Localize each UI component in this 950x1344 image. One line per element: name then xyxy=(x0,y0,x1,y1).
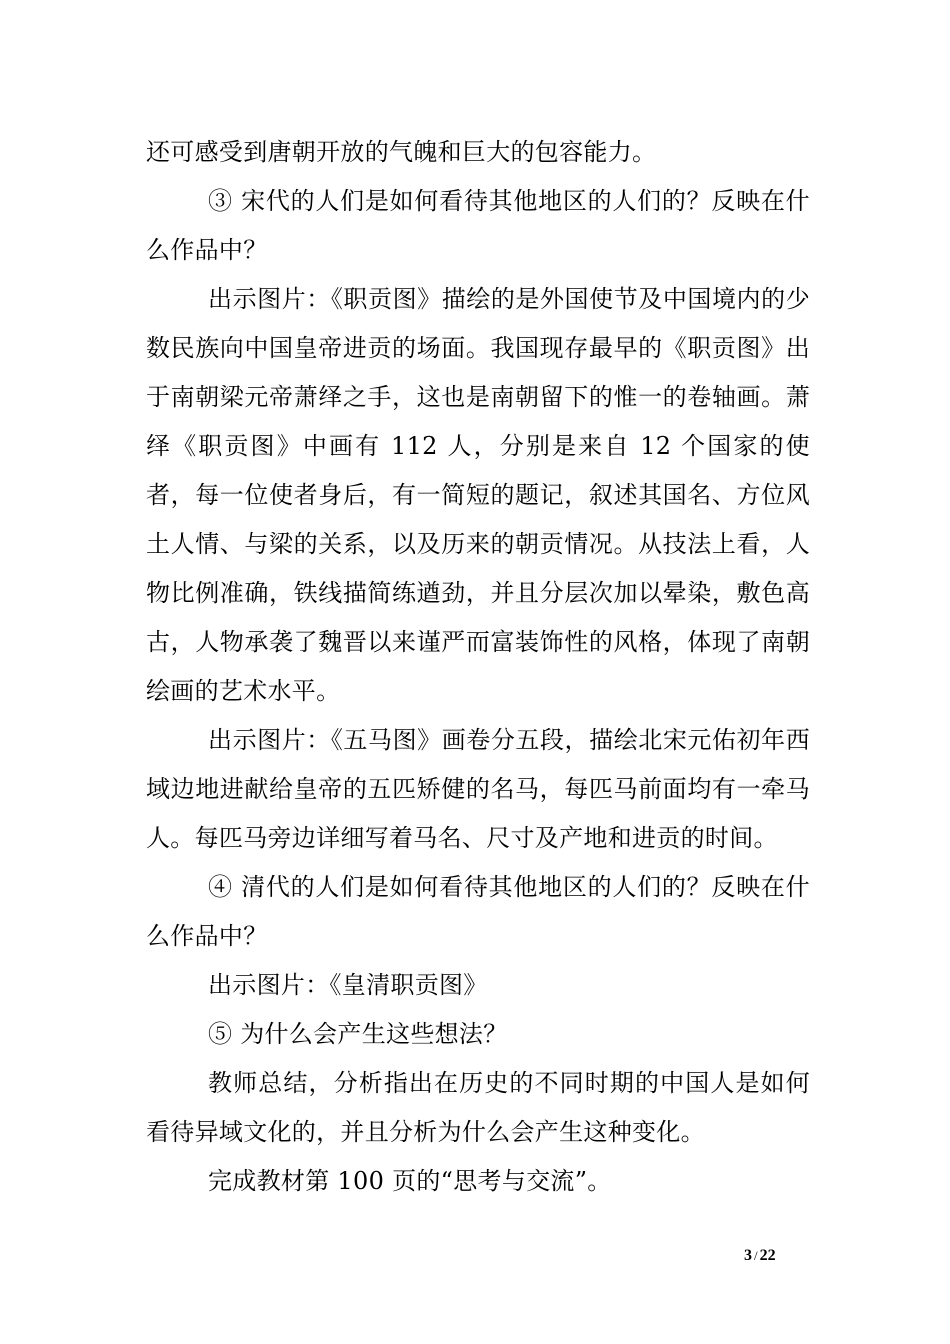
paragraph-question-qing: ④ 清代的人们是如何看待其他地区的人们的？反映在什么作品中？ xyxy=(146,873,810,950)
document-body xyxy=(146,128,810,1206)
paragraph-tang-continuation: 还可感受到唐朝开放的气魄和巨大的包容能力。 xyxy=(146,138,657,166)
paragraph-zhigong-tu: 出示图片：《职贡图》描绘的是外国使节及中国境内的少数民族向中国皇帝进贡的场面。我国现存最早的《职贡图》出于南朝梁元帝萧绎之手，这也是南朝留下的惟一的卷轴画。萧绎《职贡图》中画有 112 人，分别是来自 12 个国家的使者，每一位使者身后，有一简短的题记，叙述其国名、方位风土人情、与梁的关系，以及历来的朝贡情况。从技法上看，人物比例准确，铁线描简练遒劲，并且分层次加以晕染，敷色高古，人物承袭了魏晋以来谨严而富装饰性的风格，体现了南朝绘画的艺术水平。 xyxy=(146,285,810,705)
paragraph-textbook-task: 完成教材第 100 页的“思考与交流”。 xyxy=(208,1167,612,1195)
page-number-separator: / xyxy=(754,1248,758,1263)
paragraph-teacher-summary: 教师总结，分析指出在历史的不同时期的中国人是如何看待异域文化的，并且分析为什么会产生这种变化。 xyxy=(146,1069,810,1146)
page-number xyxy=(744,1247,776,1265)
paragraph-huangqing-zhigong-tu: 出示图片：《皇清职贡图》 xyxy=(208,971,488,999)
paragraph-wuma-tu: 出示图片：《五马图》画卷分五段，描绘北宋元佑初年西域边地进献给皇帝的五匹矫健的名马，每匹马前面均有一牵马人。每匹马旁边详细写着马名、尺寸及产地和进贡的时间。 xyxy=(146,726,810,852)
paragraph-question-song: ③ 宋代的人们是如何看待其他地区的人们的？反映在什么作品中？ xyxy=(146,187,810,264)
total-page-count: 22 xyxy=(759,1247,776,1264)
current-page-number: 3 xyxy=(744,1247,752,1264)
paragraph-question-why: ⑤ 为什么会产生这些想法？ xyxy=(208,1020,508,1048)
